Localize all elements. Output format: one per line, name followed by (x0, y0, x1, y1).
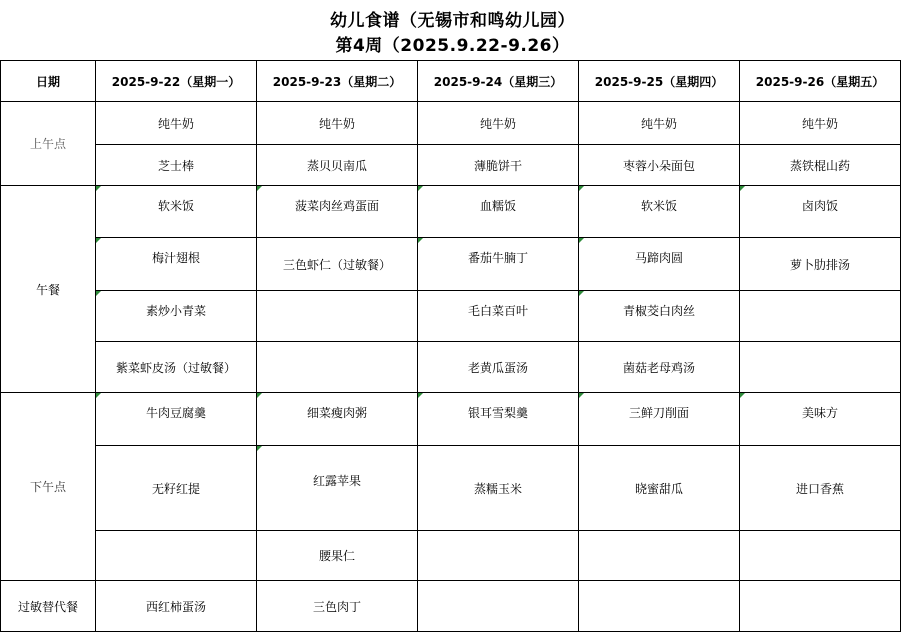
menu-cell[interactable]: 美味方 (740, 393, 901, 446)
section-label-afternoon-snack[interactable]: 下午点 (1, 393, 96, 581)
menu-cell[interactable]: 蒸铁棍山药 (740, 145, 901, 186)
comment-marker-icon (579, 238, 584, 243)
day-header-mon[interactable]: 2025-9-22（星期一） (96, 61, 257, 102)
date-header[interactable]: 日期 (1, 61, 96, 102)
table-row (1, 186, 901, 238)
day-header-thu[interactable]: 2025-9-25（星期四） (579, 61, 740, 102)
menu-cell[interactable]: 毛白菜百叶 (418, 291, 579, 342)
menu-cell[interactable]: 马蹄肉圆 (579, 238, 740, 291)
menu-cell[interactable]: 纯牛奶 (96, 102, 257, 145)
menu-cell[interactable]: 软米饭 (579, 186, 740, 238)
table-row (1, 446, 901, 531)
table-row (1, 291, 901, 342)
menu-cell[interactable]: 卤肉饭 (740, 186, 901, 238)
menu-cell[interactable]: 进口香蕉 (740, 446, 901, 531)
table-row (1, 531, 901, 581)
menu-cell[interactable]: 蒸糯玉米 (418, 446, 579, 531)
comment-marker-icon (257, 446, 262, 451)
menu-cell[interactable]: 蒸贝贝南瓜 (257, 145, 418, 186)
comment-marker-icon (96, 291, 101, 296)
menu-cell[interactable] (579, 581, 740, 632)
menu-cell[interactable]: 银耳雪梨羹 (418, 393, 579, 446)
day-header-tue[interactable]: 2025-9-23（星期二） (257, 61, 418, 102)
menu-cell[interactable]: 纯牛奶 (579, 102, 740, 145)
menu-cell[interactable]: 纯牛奶 (740, 102, 901, 145)
menu-title-block (0, 0, 905, 60)
weekly-menu-table (0, 60, 901, 632)
comment-marker-icon (579, 186, 584, 191)
table-row (1, 342, 901, 393)
menu-cell[interactable]: 菠菜肉丝鸡蛋面 (257, 186, 418, 238)
comment-marker-icon (96, 393, 101, 398)
comment-marker-icon (579, 393, 584, 398)
menu-cell[interactable]: 老黄瓜蛋汤 (418, 342, 579, 393)
section-label-lunch[interactable]: 午餐 (1, 186, 96, 393)
menu-cell[interactable]: 腰果仁 (257, 531, 418, 581)
menu-title: 幼儿食谱（无锡市和鸣幼儿园） (330, 11, 575, 31)
menu-cell[interactable] (740, 291, 901, 342)
menu-cell[interactable]: 细菜瘦肉粥 (257, 393, 418, 446)
menu-cell[interactable] (418, 531, 579, 581)
menu-cell[interactable] (740, 581, 901, 632)
comment-marker-icon (418, 238, 423, 243)
menu-cell[interactable]: 软米饭 (96, 186, 257, 238)
comment-marker-icon (96, 238, 101, 243)
comment-marker-icon (418, 393, 423, 398)
menu-week-subtitle: 第4周（2025.9.22-9.26） (335, 36, 570, 56)
menu-cell[interactable]: 无籽红提 (96, 446, 257, 531)
menu-cell[interactable]: 紫菜虾皮汤（过敏餐） (96, 342, 257, 393)
comment-marker-icon (579, 291, 584, 296)
comment-marker-icon (740, 393, 745, 398)
header-row (1, 61, 901, 102)
menu-cell[interactable]: 薄脆饼干 (418, 145, 579, 186)
menu-cell[interactable]: 牛肉豆腐羹 (96, 393, 257, 446)
menu-cell[interactable]: 青椒茭白肉丝 (579, 291, 740, 342)
menu-cell[interactable] (418, 581, 579, 632)
comment-marker-icon (96, 186, 101, 191)
section-label-morning-snack[interactable]: 上午点 (1, 102, 96, 186)
menu-cell[interactable]: 西红柿蛋汤 (96, 581, 257, 632)
table-row (1, 145, 901, 186)
comment-marker-icon (418, 186, 423, 191)
menu-cell[interactable] (257, 342, 418, 393)
table-row (1, 581, 901, 632)
comment-marker-icon (740, 186, 745, 191)
menu-cell[interactable]: 三色虾仁（过敏餐） (257, 238, 418, 291)
table-row (1, 238, 901, 291)
menu-cell[interactable]: 菌菇老母鸡汤 (579, 342, 740, 393)
menu-cell[interactable] (579, 531, 740, 581)
menu-cell[interactable]: 萝卜肋排汤 (740, 238, 901, 291)
menu-cell[interactable]: 晓蜜甜瓜 (579, 446, 740, 531)
menu-cell[interactable]: 纯牛奶 (257, 102, 418, 145)
menu-cell[interactable]: 番茄牛腩丁 (418, 238, 579, 291)
menu-cell[interactable]: 血糯饭 (418, 186, 579, 238)
menu-cell[interactable] (257, 291, 418, 342)
section-label-allergy[interactable]: 过敏替代餐 (1, 581, 96, 632)
menu-cell[interactable]: 三鲜刀削面 (579, 393, 740, 446)
table-row (1, 102, 901, 145)
menu-cell[interactable]: 红露苹果 (257, 446, 418, 531)
menu-cell[interactable]: 素炒小青菜 (96, 291, 257, 342)
menu-cell[interactable] (740, 531, 901, 581)
menu-cell[interactable] (96, 531, 257, 581)
menu-cell[interactable]: 芝士棒 (96, 145, 257, 186)
menu-cell[interactable] (740, 342, 901, 393)
menu-cell[interactable]: 三色肉丁 (257, 581, 418, 632)
day-header-fri[interactable]: 2025-9-26（星期五） (740, 61, 901, 102)
menu-cell[interactable]: 纯牛奶 (418, 102, 579, 145)
menu-cell[interactable]: 梅汁翅根 (96, 238, 257, 291)
comment-marker-icon (257, 186, 262, 191)
table-row (1, 393, 901, 446)
menu-cell[interactable]: 枣蓉小朵面包 (579, 145, 740, 186)
day-header-wed[interactable]: 2025-9-24（星期三） (418, 61, 579, 102)
comment-marker-icon (257, 393, 262, 398)
